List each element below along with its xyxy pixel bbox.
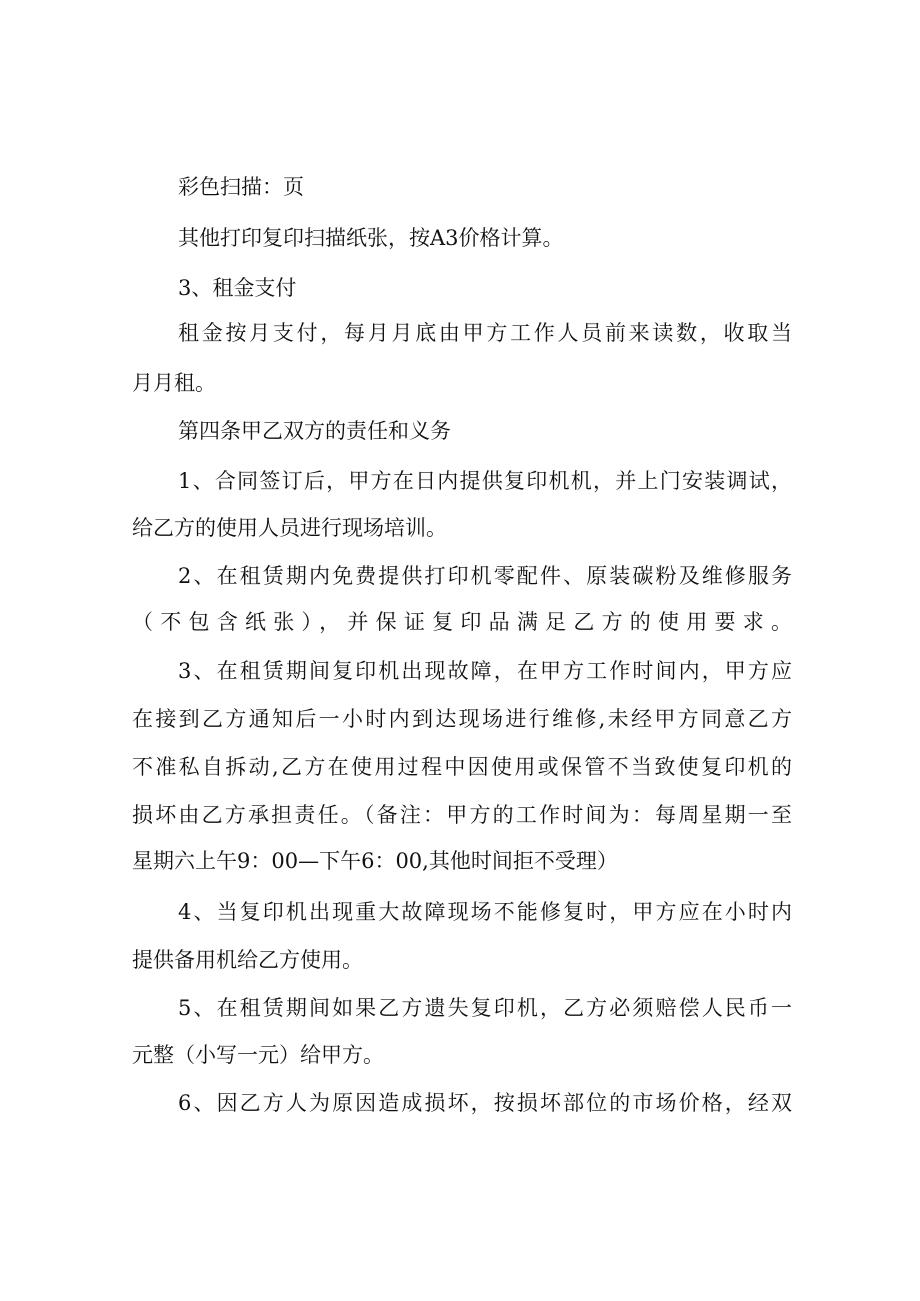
text-line: 3、在租赁期间复印机出现故障，在甲方工作时间内，甲方应	[178, 659, 792, 683]
text-line: 4、当复印机出现重大故障现场不能修复时，甲方应在小时内	[178, 900, 792, 924]
text-line: 3、租金支付	[178, 276, 297, 300]
text-line: 租金按月支付，每月月底由甲方工作人员前来读数，收取当	[178, 321, 792, 345]
text-line: 1、合同签订后，甲方在日内提供复印机机，并上门安装调试，	[178, 469, 792, 493]
text-line: 不准私自拆动,乙方在使用过程中因使用或保管不当致使复印机的	[132, 755, 792, 779]
text-line: 2、在租赁期内免费提供打印机零配件、原装碳粉及维修服务	[178, 564, 792, 588]
text-line: 在接到乙方通知后一小时内到达现场进行维修,未经甲方同意乙方	[132, 707, 792, 731]
text-line: 6、因乙方人为原因造成损坏，按损坏部位的市场价格，经双	[178, 1091, 792, 1115]
text-line: 元整（小写一元）给甲方。	[132, 1043, 384, 1067]
text-line: （不包含纸张），并保证复印品满足乙方的使用要求。	[132, 610, 792, 634]
text-line: 彩色扫描：页	[178, 175, 304, 199]
text-line: 提供备用机给乙方使用。	[132, 948, 363, 972]
text-line: 5、在租赁期间如果乙方遗失复印机，乙方必须赔偿人民币一	[178, 996, 792, 1020]
text-line: 给乙方的使用人员进行现场培训。	[132, 516, 447, 540]
text-line: 其他打印复印扫描纸张，按A3价格计算。	[178, 226, 564, 250]
text-line: 月月租。	[132, 371, 216, 395]
text-line: 损坏由乙方承担责任。（备注：甲方的工作时间为：每周星期一至	[132, 803, 792, 827]
section-heading: 第四条甲乙双方的责任和义务	[178, 419, 451, 443]
text-line: 星期六上午9：00—下午6：00,其他时间拒不受理）	[132, 849, 618, 873]
